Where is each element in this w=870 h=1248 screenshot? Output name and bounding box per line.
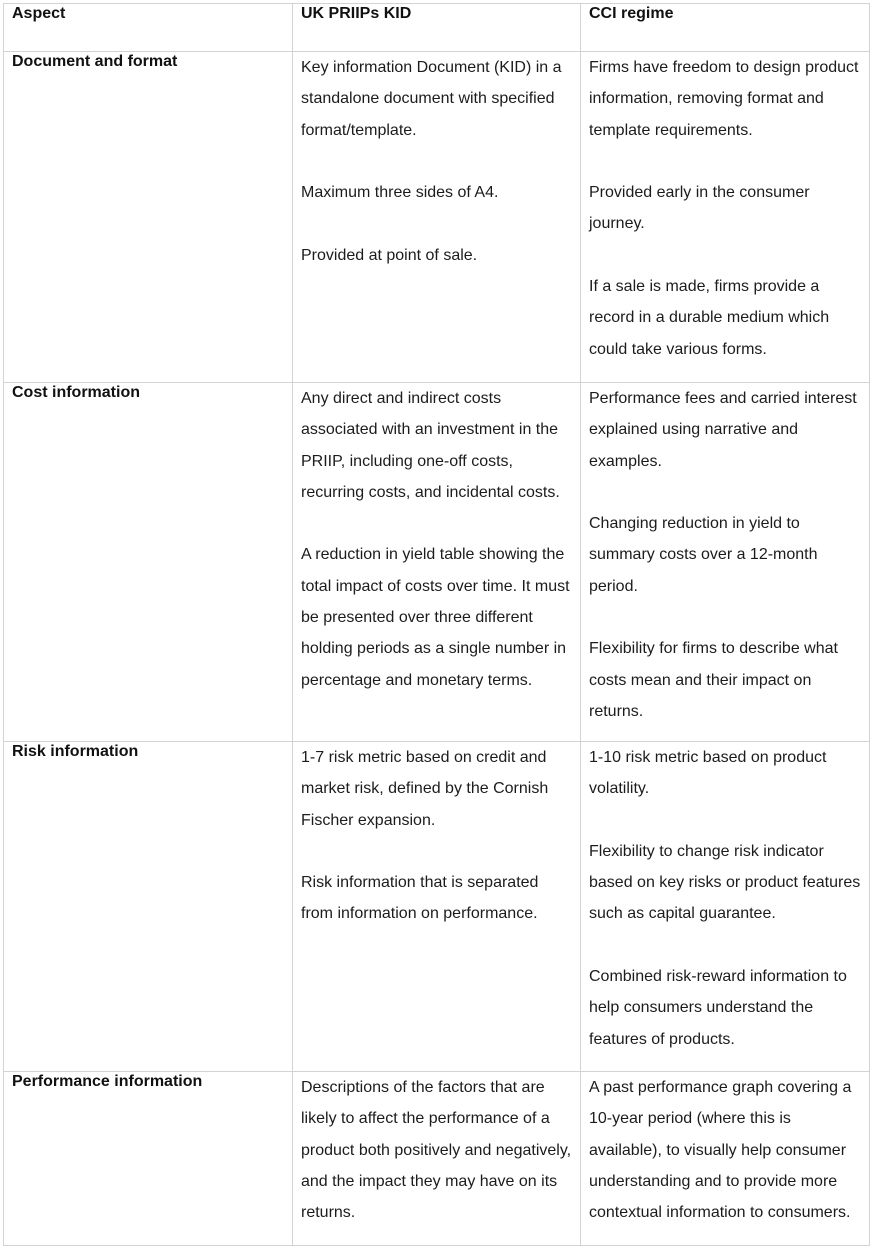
aspect-cell: Risk information bbox=[4, 742, 293, 1072]
cci-paragraph: Combined risk-reward information to help consumers understand the features of products. bbox=[589, 968, 847, 1048]
cci-paragraph: 1-10 risk metric based on product volatility. bbox=[589, 749, 827, 798]
cci-cell bbox=[581, 1072, 870, 1246]
kid-paragraph: Maximum three sides of A4. bbox=[301, 184, 499, 202]
cci-cell bbox=[581, 52, 870, 383]
table-row-cost-information bbox=[4, 383, 870, 742]
comparison-table bbox=[3, 3, 870, 1246]
kid-paragraph: A reduction in yield table showing the total impact of costs over time. It must be presented over three different holding periods as a single number in percentage and monetary terms. bbox=[301, 546, 570, 689]
cci-paragraph: If a sale is made, firms provide a record in a durable medium which could take various forms. bbox=[589, 278, 830, 358]
cci-cell bbox=[581, 742, 870, 1072]
header-aspect: Aspect bbox=[4, 4, 293, 52]
aspect-cell: Cost information bbox=[4, 383, 293, 742]
cci-paragraph: Changing reduction in yield to summary costs over a 12-month period. bbox=[589, 515, 818, 595]
cci-paragraph: Provided early in the consumer journey. bbox=[589, 184, 810, 233]
header-row bbox=[4, 4, 870, 52]
kid-paragraph: Descriptions of the factors that are likely to affect the performance of a product both positively and negatively, and the impact they may have on its returns. bbox=[301, 1079, 572, 1222]
cci-paragraph: Firms have freedom to design product information, removing format and template requirements. bbox=[589, 59, 859, 139]
cci-cell bbox=[581, 383, 870, 742]
cci-paragraph: A past performance graph covering a 10-year period (where this is available), to visually help consumer understanding and to provide more contextual information to consumers. bbox=[589, 1079, 852, 1222]
cci-paragraph: Flexibility to change risk indicator based on key risks or product features such as capital guarantee. bbox=[589, 842, 861, 923]
table-row-document-and-format bbox=[4, 52, 870, 383]
aspect-cell: Performance information bbox=[4, 1072, 293, 1246]
header-cci-regime: CCI regime bbox=[581, 4, 870, 52]
aspect-cell: Document and format bbox=[4, 52, 293, 383]
table-row-performance-information bbox=[4, 1072, 870, 1246]
kid-paragraph: Provided at point of sale. bbox=[301, 246, 478, 264]
kid-paragraph: Risk information that is separated from information on performance. bbox=[301, 874, 539, 923]
kid-cell bbox=[293, 383, 581, 742]
table-body bbox=[4, 52, 870, 1246]
kid-cell bbox=[293, 742, 581, 1072]
kid-paragraph: Any direct and indirect costs associated with an investment in the PRIIP, including one-off costs, recurring costs, and incidental costs. bbox=[301, 390, 560, 501]
cci-paragraph: Flexibility for firms to describe what costs mean and their impact on returns. bbox=[589, 640, 838, 720]
table-row-risk-information bbox=[4, 742, 870, 1072]
kid-cell bbox=[293, 1072, 581, 1246]
cci-paragraph: Performance fees and carried interest explained using narrative and examples. bbox=[589, 390, 857, 470]
table-header bbox=[4, 4, 870, 52]
header-uk-priips-kid: UK PRIIPs KID bbox=[293, 4, 581, 52]
kid-paragraph: Key information Document (KID) in a standalone document with specified format/template. bbox=[301, 59, 562, 139]
kid-cell bbox=[293, 52, 581, 383]
kid-paragraph: 1-7 risk metric based on credit and market risk, defined by the Cornish Fischer expansion. bbox=[301, 749, 549, 829]
